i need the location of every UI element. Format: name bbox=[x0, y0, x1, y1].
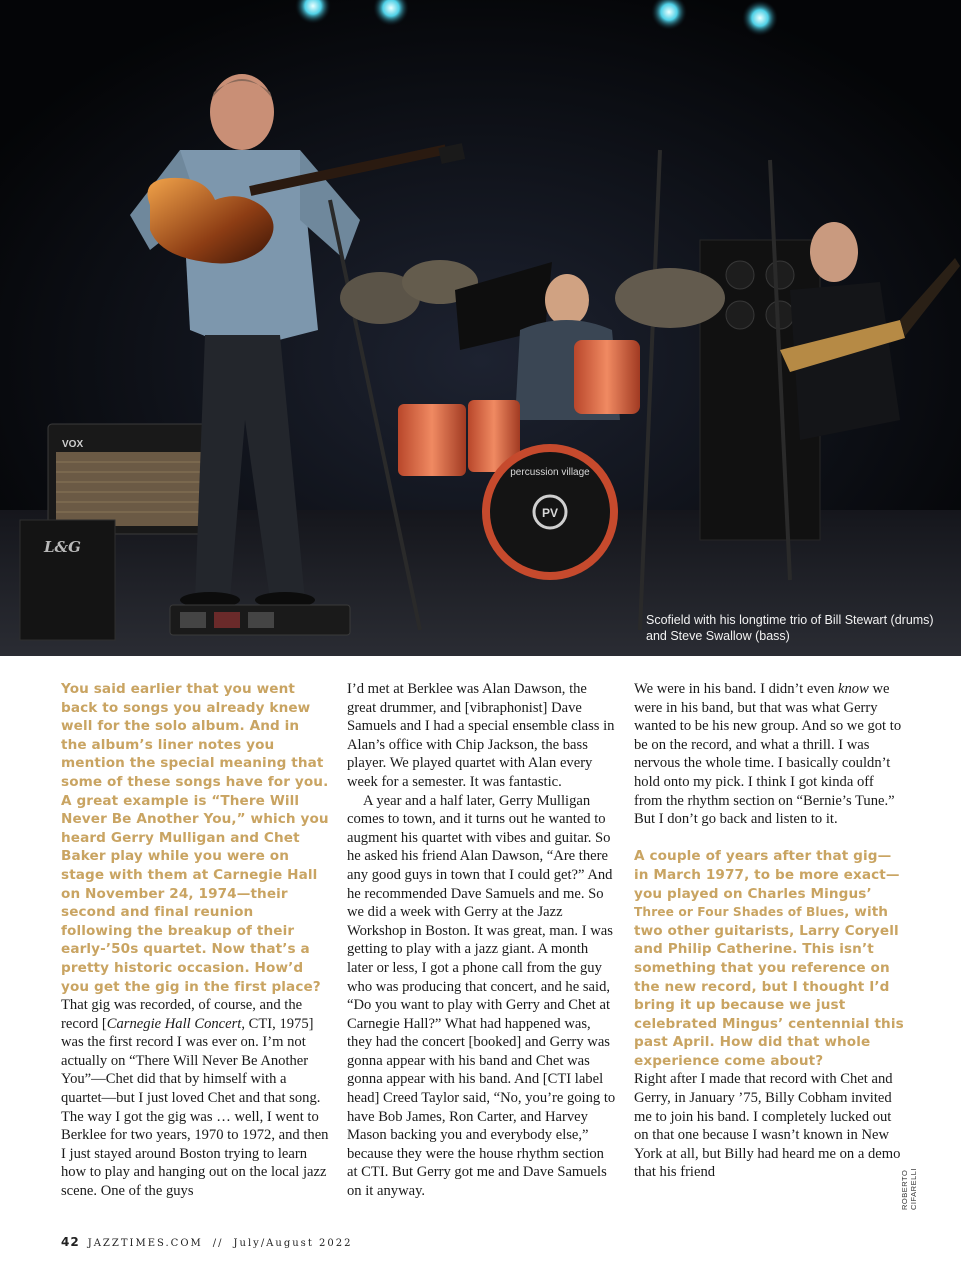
column-2 bbox=[347, 680, 617, 1201]
page-number: 42 bbox=[61, 1235, 80, 1249]
question-text: , with two other guitarists, Larry Coryell and Philip Catherine. This isn’t something that you reference on the new record, but I thought I’d bring it up because we just celebrated Mingus’ centennial this past April. How did that whole experience come about? bbox=[634, 904, 904, 1069]
stage-light bbox=[742, 0, 778, 36]
photo-caption: Scofield with his longtime trio of Bill Stewart (drums) and Steve Swallow (bass) bbox=[646, 613, 934, 643]
answer-text: , CTI, 1975] was the first record I was ever on. I’m not actually on “There Will Never Be Another You”—Chet did that by himself with a quartet—but I just loved Chet and that song. The way I got the gig was … well, I went to Berklee for two years, 1970 to 1972, and then I just stayed around Boston trying to learn how to play and hanging out on the local jazz scene. One of the guys bbox=[61, 1015, 329, 1200]
answer-text: We were in his band. I didn’t even bbox=[634, 681, 839, 697]
answer-paragraph: Right after I made that record with Chet and Gerry, in January ’75, Billy Cobham invited me to join his band. I completely lucked out on that one because I wasn’t known in New York at all, but Billy had heard me on a demo that his friend bbox=[634, 1071, 901, 1181]
interview-question: You said earlier that you went back to songs you already knew well for the solo album. And in the album’s liner notes you mention the special meaning that some of these songs have for you. A great example is “There Will Never Be Another You,” which you heard Gerry Mulligan and Chet Baker play while you were on stage with them at Carnegie Hall on November 24, 1974—their second and final reunion following the breakup of their early-’50s quartet. Now that’s a pretty historic occasion. How’d you get the gig in the first place? bbox=[61, 681, 329, 995]
album-title: Carnegie Hall Concert bbox=[106, 1015, 242, 1032]
column-1 bbox=[61, 680, 329, 1201]
site-name: JAZZTIMES.COM bbox=[87, 1238, 203, 1249]
page-folio bbox=[61, 1235, 352, 1249]
answer-paragraph: A year and a half later, Gerry Mulligan comes to town, and it turns out he wanted to augment his quartet with vibes and guitar. So he asked his friend Alan Dawson, “Are there any good guys in town that I could get?” And he recommended Dave Samuels and me. So we did a week with Gerry at the Jazz Workshop in Boston. It was great, man. I was getting to play with a jazz giant. A month later or less, I got a phone call from the guy who was producing that concert, and he said, “Do you want to play with Gerry and Chet at Carnegie Hall?” What had happened was, they had the concert [booked] and Gerry was gonna appear with his band and Chet was gonna appear with his band. And [CTI label head] Creed Taylor said, “No, you’re going to have Bob James, Ron Carter, and Harvey Mason backing you and everybody else,” because they were the house rhythm section at CTI. But Gerry got me and Dave Samuels on it anyway. bbox=[347, 792, 616, 1200]
answer-paragraph bbox=[61, 996, 329, 1201]
album-title: Three or Four Shades of Blues bbox=[634, 905, 845, 920]
answer-text: That gig was recorded, of course, and the record [ bbox=[61, 997, 303, 1032]
vox-amplifier bbox=[48, 424, 223, 534]
speaker-cabinet bbox=[20, 520, 115, 640]
answer-paragraph bbox=[634, 680, 904, 829]
column-3 bbox=[634, 680, 904, 1182]
folio-separator: // bbox=[212, 1238, 224, 1249]
question-text: A couple of years after that gig—in March 1977, to be more exact—you played on Charles Mingus’ bbox=[634, 848, 900, 902]
answer-paragraph: I’d met at Berklee was Alan Dawson, the great drummer, and [vibraphonist] Dave Samuels and I had a special ensemble class in Alan’s office with Chip Jackson, the bass player. We played quartet with Alan every week for a semester. It was fantastic. bbox=[347, 681, 615, 790]
photo-credit: ROBERTO CIFARELLI bbox=[900, 1167, 918, 1210]
cabinet-brand-label: L&G bbox=[44, 538, 81, 556]
amp-brand-label: VOX bbox=[62, 439, 84, 450]
emphasis: know bbox=[838, 681, 869, 697]
issue-date: July/August 2022 bbox=[233, 1238, 353, 1249]
drum-logo: PV bbox=[541, 506, 559, 520]
drum-brand-label: percussion village bbox=[510, 467, 590, 478]
answer-text: we were in his band, but that was what Gerry wanted to be his new group. And so we got to be on the record, and what a thrill. I was nervous the whole time. I basically couldn’t hold onto my pick. I think I got kinda off from the rhythm section on “Bernie’s Tune.” But I don’t go back and listen to it. bbox=[634, 681, 902, 828]
interview-question bbox=[634, 847, 904, 1070]
